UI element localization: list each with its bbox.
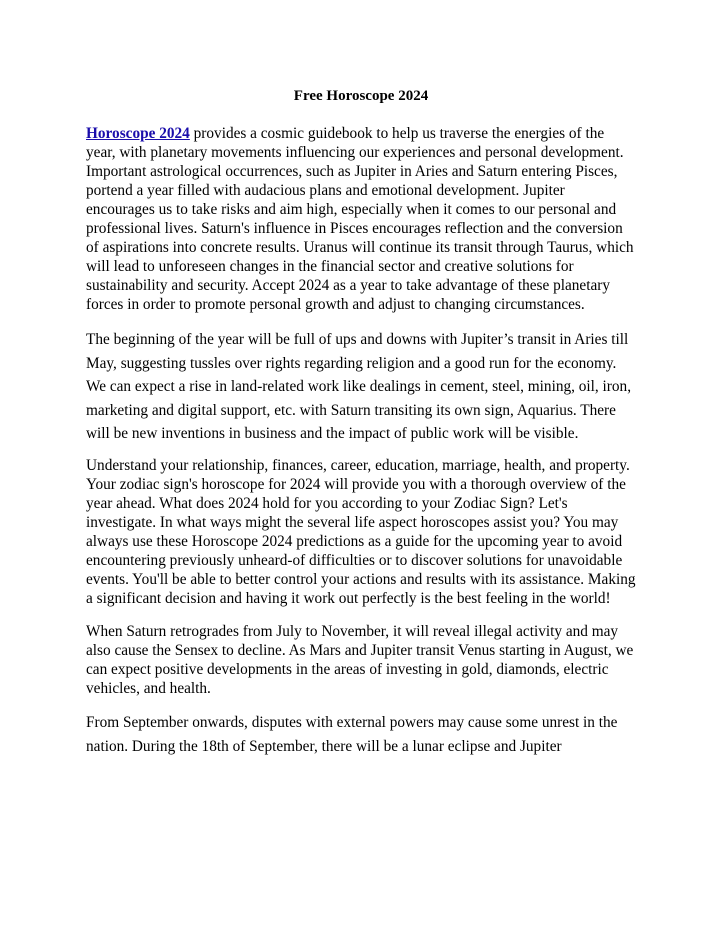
paragraph-saturn-retrograde: When Saturn retrogrades from July to November, it will reveal illegal activity and may also cause the Sensex to decline. As Mars and Jupiter transit Venus starting in August, we can expect positive developments in the areas of investing in gold, diamonds, electric vehicles, and health. [86, 622, 634, 697]
document-page [86, 87, 636, 758]
paragraph-intro [86, 124, 636, 314]
horoscope-2024-link[interactable]: Horoscope 2024 [86, 125, 190, 142]
paragraph-intro-text: provides a cosmic guidebook to help us traverse the energies of the year, with planetary movements influencing our experiences and personal development. Important astrological occurrences, such as Jupiter in Aries and Saturn entering Pisces, portend a year filled with audacious plans and emotional development. Jupiter encourages us to take risks and aim high, especially when it comes to our personal and professional lives. Saturn's influence in Pisces encourages reflection and the conversion of aspirations into concrete results. Uranus will continue its transit through Taurus, which will lead to unforeseen changes in the financial sector and creative solutions for sustainability and security. Accept 2024 as a year to take advantage of these planetary forces in order to promote personal growth and adjust to changing circumstances. [86, 125, 634, 313]
paragraph-beginning-of-year: The beginning of the year will be full of ups and downs with Jupiter’s transit in Aries till May, suggesting tussles over rights regarding religion and a good run for the economy. We can expect a rise in land-related work like dealings in cement, steel, mining, oil, iron, marketing and digital support, etc. with Saturn transiting its own sign, Aquarius. There will be new inventions in business and the impact of public work will be visible. [86, 331, 632, 443]
paragraph-understand: Understand your relationship, finances, career, education, marriage, health, and property. Your zodiac sign's horoscope for 2024 will provide you with a thorough overview of the year ahead. What does 2024 hold for you according to your Zodiac Sign? Let's investigate. In what ways might the several life aspect horoscopes assist you? You may always use these Horoscope 2024 predictions as a guide for the upcoming year to avoid encountering previously unheard-of difficulties or to discover solutions for unavoidable events. You'll be able to better control your actions and results with its assistance. Making a significant decision and having it work out perfectly is the best feeling in the world! [86, 456, 636, 607]
document-title: Free Horoscope 2024 [293, 88, 429, 104]
paragraph-september: From September onwards, disputes with external powers may cause some unrest in the nation. During the 18th of September, there will be a lunar eclipse and Jupiter [86, 713, 618, 755]
